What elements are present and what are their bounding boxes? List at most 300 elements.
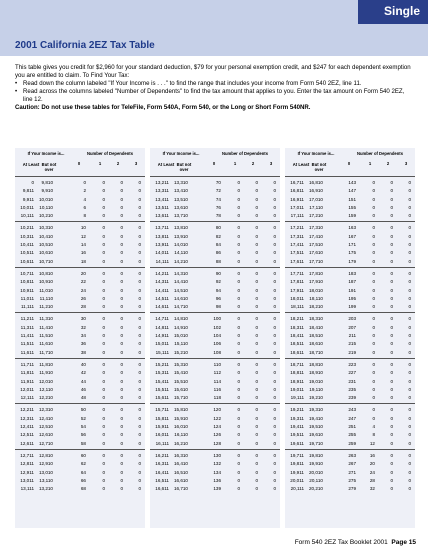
table-cell: 10,111 <box>20 213 34 219</box>
table-cell: 17,310 <box>308 225 323 231</box>
dependents-header: Number of Dependents <box>221 151 269 156</box>
table-cell: 14,011 <box>155 250 169 256</box>
table-cell: 0 <box>390 461 393 467</box>
table-cell: 0 <box>255 395 258 401</box>
table-cell: 17,610 <box>308 250 323 256</box>
table-cell: 18,110 <box>309 295 323 301</box>
table-cell: 11,210 <box>39 304 53 310</box>
table-cell: 0 <box>255 407 258 413</box>
table-cell: 24 <box>80 287 86 293</box>
table-cell: 0 <box>255 461 258 467</box>
table-cell: 0 <box>255 324 258 330</box>
table-cell: 0 <box>138 225 141 231</box>
table-cell: 0 <box>237 370 240 376</box>
table-row <box>150 249 280 257</box>
table-cell: 8 <box>83 213 86 219</box>
dep-col-1: 1 <box>368 161 372 166</box>
row-group <box>15 176 145 221</box>
table-cell: 0 <box>120 180 123 185</box>
table-cell: 68 <box>80 486 86 492</box>
table-cell: 12,910 <box>38 461 53 467</box>
table-cell: 11,511 <box>20 341 34 347</box>
table-cell: 0 <box>102 486 105 492</box>
table-row <box>150 415 280 423</box>
table-row <box>285 233 415 241</box>
table-cell: 0 <box>120 349 123 355</box>
table-cell: 0 <box>255 349 258 355</box>
table-row <box>15 477 145 485</box>
table-cell: 0 <box>255 233 258 239</box>
table-cell: 15,711 <box>155 407 169 413</box>
table-cell: 0 <box>408 349 411 355</box>
table-cell: 88 <box>215 258 221 264</box>
table-cell: 0 <box>255 196 258 202</box>
table-rows <box>15 176 145 494</box>
table-cell: 11,011 <box>20 295 34 301</box>
dependents-header: Number of Dependents <box>356 151 404 156</box>
table-cell: 0 <box>120 440 123 446</box>
table-cell: 14,411 <box>155 287 169 293</box>
table-cell: 36 <box>80 341 86 347</box>
table-cell: 11,810 <box>39 361 53 367</box>
table-cell: 0 <box>390 250 393 256</box>
table-cell: 10,411 <box>20 242 34 248</box>
table-row <box>15 406 145 414</box>
table-row <box>15 378 145 386</box>
table-row <box>15 369 145 377</box>
table-cell: 0 <box>273 407 276 413</box>
table-cell: 20,210 <box>308 486 323 492</box>
table-cell: 18,310 <box>308 316 323 322</box>
table-cell: 0 <box>102 333 105 339</box>
instruction-bullet-2 <box>15 88 415 104</box>
table-cell: 19,611 <box>290 440 304 446</box>
table-cell: 16,511 <box>155 477 169 483</box>
table-cell: 0 <box>138 424 141 430</box>
table-cell: 0 <box>255 180 258 185</box>
table-cell: 0 <box>237 386 240 392</box>
table-cell: 14,511 <box>155 295 169 301</box>
table-cell: 12,811 <box>20 461 34 467</box>
table-row <box>285 287 415 295</box>
table-cell: 9,811 <box>22 188 34 194</box>
table-cell: 15,911 <box>155 424 169 430</box>
table-cell: 13,111 <box>20 486 34 492</box>
table-row <box>15 440 145 448</box>
row-group <box>15 358 145 403</box>
table-cell: 14 <box>80 242 86 248</box>
table-cell: 0 <box>255 361 258 367</box>
table-cell: 0 <box>390 361 393 367</box>
table-row <box>15 349 145 357</box>
table-cell: 0 <box>83 180 86 185</box>
table-cell: 0 <box>237 477 240 483</box>
table-cell: 18,910 <box>308 370 323 376</box>
table-cell: 0 <box>102 407 105 413</box>
table-cell: 18,711 <box>290 361 304 367</box>
table-cell: 0 <box>120 287 123 293</box>
table-row <box>150 270 280 278</box>
table-cell: 167 <box>348 233 356 239</box>
table-cell: 100 <box>213 316 221 322</box>
table-cell: 0 <box>273 341 276 347</box>
table-cell: 227 <box>348 370 356 376</box>
table-cell: 18,811 <box>290 370 304 376</box>
table-cell: 20,111 <box>290 486 304 492</box>
table-cell: 32 <box>80 324 86 330</box>
table-cell: 15,511 <box>155 386 169 392</box>
table-cell: 0 <box>273 361 276 367</box>
table-cell: 11,710 <box>39 349 53 355</box>
table-cell: 4 <box>372 424 375 430</box>
table-cell: 12,210 <box>38 395 53 401</box>
dep-col-0: 0 <box>212 161 216 166</box>
table-cell: 17,710 <box>308 258 323 264</box>
table-cell: 112 <box>213 370 221 376</box>
table-cell: 0 <box>255 452 258 458</box>
column-header <box>15 148 145 174</box>
table-cell: 78 <box>215 213 221 219</box>
table-row <box>15 204 145 212</box>
table-cell: 15,710 <box>173 395 188 401</box>
table-cell: 17,011 <box>290 204 304 210</box>
table-cell: 0 <box>408 386 411 392</box>
table-cell: 0 <box>138 333 141 339</box>
table-cell: 0 <box>120 378 123 384</box>
table-cell: 0 <box>237 349 240 355</box>
table-row <box>285 332 415 340</box>
table-cell: 0 <box>255 341 258 347</box>
table-cell: 18,311 <box>290 324 304 330</box>
bullet-icon: • <box>15 80 18 87</box>
table-cell: 104 <box>213 333 221 339</box>
table-cell: 0 <box>120 188 123 194</box>
table-cell: 0 <box>372 258 375 264</box>
table-cell: 0 <box>390 188 393 194</box>
table-cell: 255 <box>348 432 356 438</box>
table-row <box>150 406 280 414</box>
table-cell: 16,711 <box>290 180 304 185</box>
table-cell: 0 <box>138 395 141 401</box>
table-cell: 28 <box>80 304 86 310</box>
table-cell: 136 <box>213 477 221 483</box>
table-cell: 124 <box>213 424 221 430</box>
table-cell: 60 <box>80 452 86 458</box>
table-cell: 10,910 <box>38 279 53 285</box>
table-row <box>15 315 145 323</box>
table-row <box>150 278 280 286</box>
table-cell: 12,710 <box>38 440 53 446</box>
table-cell: 0 <box>255 440 258 446</box>
table-cell: 0 <box>273 225 276 231</box>
table-row <box>15 485 145 493</box>
table-cell: 17,110 <box>309 204 323 210</box>
table-cell: 0 <box>390 258 393 264</box>
table-cell: 19,110 <box>309 386 323 392</box>
table-cell: 0 <box>138 432 141 438</box>
table-cell: 0 <box>120 324 123 330</box>
table-cell: 12,711 <box>20 452 34 458</box>
table-cell: 13,710 <box>173 213 188 219</box>
table-cell: 18,510 <box>308 333 323 339</box>
table-row <box>15 187 145 195</box>
table-row <box>15 332 145 340</box>
tax-table-panel <box>285 148 415 528</box>
dep-col-0: 0 <box>77 161 81 166</box>
table-cell: 20,110 <box>309 477 323 483</box>
table-cell: 0 <box>408 432 411 438</box>
table-cell: 0 <box>138 279 141 285</box>
table-cell: 12,410 <box>38 415 53 421</box>
table-cell: 223 <box>348 361 356 367</box>
table-cell: 98 <box>215 304 221 310</box>
table-cell: 0 <box>408 196 411 202</box>
table-cell: 16,310 <box>173 452 188 458</box>
table-row <box>150 187 280 195</box>
table-cell: 38 <box>80 349 86 355</box>
table-cell: 0 <box>138 316 141 322</box>
table-cell: 0 <box>390 270 393 276</box>
table-cell: 17,611 <box>290 258 304 264</box>
table-cell: 134 <box>213 469 221 475</box>
table-cell: 17,010 <box>308 196 323 202</box>
table-cell: 130 <box>213 452 221 458</box>
table-cell: 0 <box>408 440 411 446</box>
table-cell: 0 <box>120 316 123 322</box>
table-cell: 0 <box>102 461 105 467</box>
table-cell: 0 <box>138 440 141 446</box>
table-cell: 0 <box>120 477 123 483</box>
table-cell: 0 <box>273 469 276 475</box>
table-cell: 0 <box>372 279 375 285</box>
row-group <box>150 267 280 312</box>
table-cell: 13,210 <box>38 486 53 492</box>
table-cell: 22 <box>80 279 86 285</box>
table-cell: 18,010 <box>308 287 323 293</box>
table-cell: 0 <box>390 407 393 413</box>
table-cell: 0 <box>138 349 141 355</box>
table-cell: 211 <box>348 333 356 339</box>
table-cell: 175 <box>348 250 356 256</box>
table-cell: 12,611 <box>20 440 34 446</box>
table-cell: 19,211 <box>290 407 304 413</box>
table-cell: 11,711 <box>20 361 34 367</box>
table-cell: 14,611 <box>155 304 169 310</box>
table-row <box>15 224 145 232</box>
table-cell: 0 <box>372 386 375 392</box>
table-cell: 0 <box>408 415 411 421</box>
table-cell: 0 <box>408 341 411 347</box>
table-cell: 28 <box>369 477 375 483</box>
table-cell: 11,610 <box>39 341 53 347</box>
table-cell: 0 <box>138 386 141 392</box>
table-row <box>15 249 145 257</box>
table-cell: 0 <box>120 295 123 301</box>
column-header <box>150 148 280 174</box>
table-row <box>15 270 145 278</box>
table-cell: 0 <box>372 324 375 330</box>
row-group <box>15 267 145 312</box>
table-cell: 0 <box>102 477 105 483</box>
table-cell: 191 <box>348 287 356 293</box>
table-cell: 0 <box>138 233 141 239</box>
table-cell: 10,710 <box>38 258 53 264</box>
dep-col-1: 1 <box>98 161 102 166</box>
table-cell: 0 <box>102 395 105 401</box>
table-cell: 0 <box>138 270 141 276</box>
table-cell: 0 <box>120 258 123 264</box>
table-cell: 0 <box>120 225 123 231</box>
table-cell: 9,910 <box>41 188 53 194</box>
table-cell: 279 <box>348 486 356 492</box>
table-cell: 12,110 <box>39 386 53 392</box>
table-cell: 19,810 <box>308 452 323 458</box>
table-cell: 13,110 <box>39 477 53 483</box>
table-row <box>15 386 145 394</box>
table-cell: 17,511 <box>290 250 304 256</box>
table-cell: 0 <box>102 295 105 301</box>
dep-col-2: 2 <box>116 161 120 166</box>
table-cell: 0 <box>408 258 411 264</box>
table-cell: 267 <box>348 461 356 467</box>
table-cell: 0 <box>237 233 240 239</box>
table-cell: 10,310 <box>38 225 53 231</box>
caution-note: Caution: Do not use these tables for TeleFile, Form 540A, Form 540, or the Long or Short Form 540NR. <box>15 104 311 111</box>
at-least-header: At Least <box>22 162 40 167</box>
table-cell: 114 <box>213 378 221 384</box>
row-group <box>285 403 415 448</box>
table-cell: 0 <box>102 424 105 430</box>
table-cell: 132 <box>213 461 221 467</box>
table-cell: 14,510 <box>173 287 188 293</box>
table-cell: 0 <box>102 361 105 367</box>
table-cell: 0 <box>31 180 34 185</box>
table-cell: 0 <box>372 213 375 219</box>
table-cell: 0 <box>255 242 258 248</box>
table-cell: 235 <box>348 386 356 392</box>
table-cell: 0 <box>372 295 375 301</box>
table-cell: 0 <box>408 324 411 330</box>
table-cell: 4 <box>83 196 86 202</box>
table-cell: 30 <box>80 316 86 322</box>
table-cell: 18,411 <box>290 333 304 339</box>
table-cell: 0 <box>408 333 411 339</box>
table-cell: 6 <box>83 204 86 210</box>
table-cell: 19,910 <box>308 461 323 467</box>
table-cell: 0 <box>120 395 123 401</box>
table-cell: 50 <box>80 407 86 413</box>
table-cell: 122 <box>213 415 221 421</box>
table-cell: 0 <box>120 204 123 210</box>
table-cell: 0 <box>138 461 141 467</box>
table-row <box>15 361 145 369</box>
table-cell: 0 <box>255 370 258 376</box>
table-row <box>15 460 145 468</box>
table-cell: 0 <box>237 461 240 467</box>
table-cell: 0 <box>372 188 375 194</box>
intro-lead: This table gives you credit for $2,960 for your standard deduction, $79 for your personal exemption credit, and $247 for each dependent exemption you are entitled to claim. To Find Your Tax: <box>15 64 411 79</box>
table-cell: 0 <box>237 432 240 438</box>
row-group <box>285 312 415 357</box>
table-cell: 86 <box>215 250 221 256</box>
table-cell: 19,111 <box>290 395 304 401</box>
table-cell: 0 <box>273 304 276 310</box>
booklet-label: Form 540 2EZ Tax Booklet 2001 <box>294 539 388 546</box>
table-cell: 0 <box>138 452 141 458</box>
table-cell: 16,010 <box>173 424 188 430</box>
table-cell: 0 <box>138 304 141 310</box>
table-row <box>150 460 280 468</box>
table-cell: 15,310 <box>173 361 188 367</box>
table-row <box>150 361 280 369</box>
table-cell: 12,610 <box>38 432 53 438</box>
row-group <box>15 403 145 448</box>
table-cell: 0 <box>120 196 123 202</box>
table-cell: 0 <box>390 432 393 438</box>
table-cell: 0 <box>237 378 240 384</box>
table-cell: 118 <box>213 395 221 401</box>
table-cell: 0 <box>273 295 276 301</box>
table-cell: 0 <box>138 486 141 492</box>
table-cell: 0 <box>390 233 393 239</box>
table-row <box>285 386 415 394</box>
table-cell: 10,911 <box>20 287 34 293</box>
table-cell: 0 <box>237 250 240 256</box>
table-cell: 17,111 <box>290 213 304 219</box>
table-cell: 18,911 <box>290 378 304 384</box>
table-cell: 0 <box>255 316 258 322</box>
table-cell: 19,811 <box>290 461 304 467</box>
table-cell: 82 <box>215 233 221 239</box>
page-title: 2001 California 2EZ Tax Table <box>15 40 155 51</box>
table-row <box>285 431 415 439</box>
table-cell: 0 <box>390 370 393 376</box>
table-cell: 0 <box>408 452 411 458</box>
table-cell: 0 <box>390 440 393 446</box>
table-cell: 15,111 <box>155 349 169 355</box>
table-row <box>150 431 280 439</box>
table-cell: 0 <box>372 361 375 367</box>
table-cell: 0 <box>237 469 240 475</box>
table-cell: 15,011 <box>155 341 169 347</box>
table-cell: 9,810 <box>41 180 53 185</box>
table-cell: 44 <box>80 378 86 384</box>
table-cell: 271 <box>348 469 356 475</box>
table-cell: 54 <box>80 424 86 430</box>
table-cell: 14,910 <box>173 324 188 330</box>
table-cell: 17,711 <box>290 270 304 276</box>
table-cell: 14,210 <box>173 258 188 264</box>
table-cell: 0 <box>102 386 105 392</box>
table-cell: 0 <box>120 279 123 285</box>
table-cell: 84 <box>215 242 221 248</box>
table-row <box>15 340 145 348</box>
table-row <box>285 369 415 377</box>
table-row <box>285 303 415 311</box>
table-row <box>285 423 415 431</box>
table-cell: 0 <box>237 452 240 458</box>
table-cell: 12,111 <box>20 395 34 401</box>
table-cell: 0 <box>372 304 375 310</box>
row-group <box>150 403 280 448</box>
table-cell: 0 <box>408 295 411 301</box>
table-cell: 0 <box>273 316 276 322</box>
table-row <box>15 287 145 295</box>
table-cell: 0 <box>102 316 105 322</box>
table-cell: 16,611 <box>155 486 169 492</box>
table-row <box>150 485 280 493</box>
table-cell: 10,811 <box>20 279 34 285</box>
